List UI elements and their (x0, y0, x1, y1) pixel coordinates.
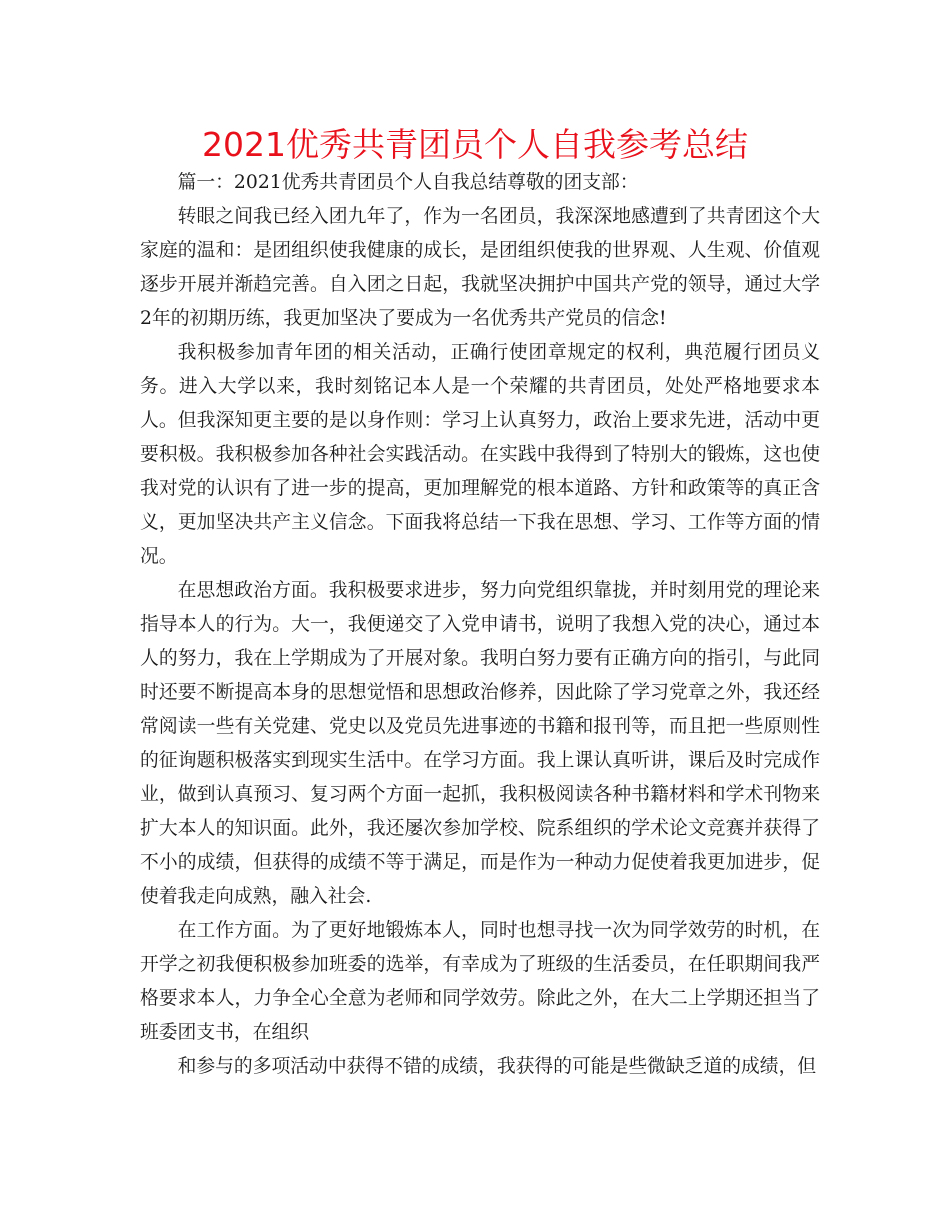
paragraph-3: 我积极参加青年团的相关活动，正确行使团章规定的权利，典范履行团员义务。进入大学以来，我时刻铭记本人是一个荣耀的共青团员，处处严格地要求本人。但我深知更主要的是以身作则：学习上认真努力，政治上要求先进，活动中更要积极。我积极参加各种社会实践活动。在实践中我得到了特别大的锻炼，这也使我对党的认识有了进一步的提高，更加理解党的根本道路、方针和政策等的真正含义，更加坚决共产主义信念。下面我将总结一下我在思想、学习、工作等方面的情况。 (140, 342, 820, 567)
paragraph-1: 篇一：2021优秀共青团员个人自我总结尊敬的团支部： (177, 172, 639, 193)
paragraph-4: 在思想政治方面。我积极要求进步，努力向党组织靠拢，并时刻用党的理论来指导本人的行为。大一，我便递交了入党申请书，说明了我想入党的决心，通过本人的努力，我在上学期成为了开展对象。我明白努力要有正确方向的指引，与此同时还要不断提高本身的思想觉悟和思想政治修养，因此除了学习党章之外，我还经常阅读一些有关党建、党史以及党员先进事迹的书籍和报刊等，而且把一些原则性的征询题积极落实到现实生活中。在学习方面。我上课认真听讲，课后及时完成作业，做到认真预习、复习两个方面一起抓，我积极阅读各种书籍材料和学术刊物来扩大本人的知识面。此外，我还屡次参加学校、院系组织的学术论文竞赛并获得了不小的成绩，但获得的成绩不等于满足，而是作为一种动力促使着我更加进步，促使着我走向成熟，融入社会. (140, 580, 820, 907)
paragraph-6: 和参与的多项活动中获得不错的成绩，我获得的可能是些微缺乏道的成绩，但 (177, 1056, 817, 1077)
document-title: 2021优秀共青团员个人自我参考总结 (202, 125, 748, 164)
paragraph-2: 转眼之间我已经入团九年了，作为一名团员，我深深地感遭到了共青团这个大家庭的温和：是团组织使我健康的成长，是团组织使我的世界观、人生观、价值观逐步开展并渐趋完善。自入团之日起，我就坚决拥护中国共产党的领导，通过大学2年的初期历练，我更加坚决了要成为一名优秀共产党员的信念! (140, 206, 820, 329)
document-body (140, 166, 820, 1084)
paragraph-5: 在工作方面。为了更好地锻炼本人，同时也想寻找一次为同学效劳的时机，在开学之初我便积极参加班委的选举，有幸成为了班级的生活委员，在任职期间我严格要求本人，力争全心全意为老师和同学效劳。除此之外，在大二上学期还担当了班委团支书，在组织 (140, 920, 820, 1043)
